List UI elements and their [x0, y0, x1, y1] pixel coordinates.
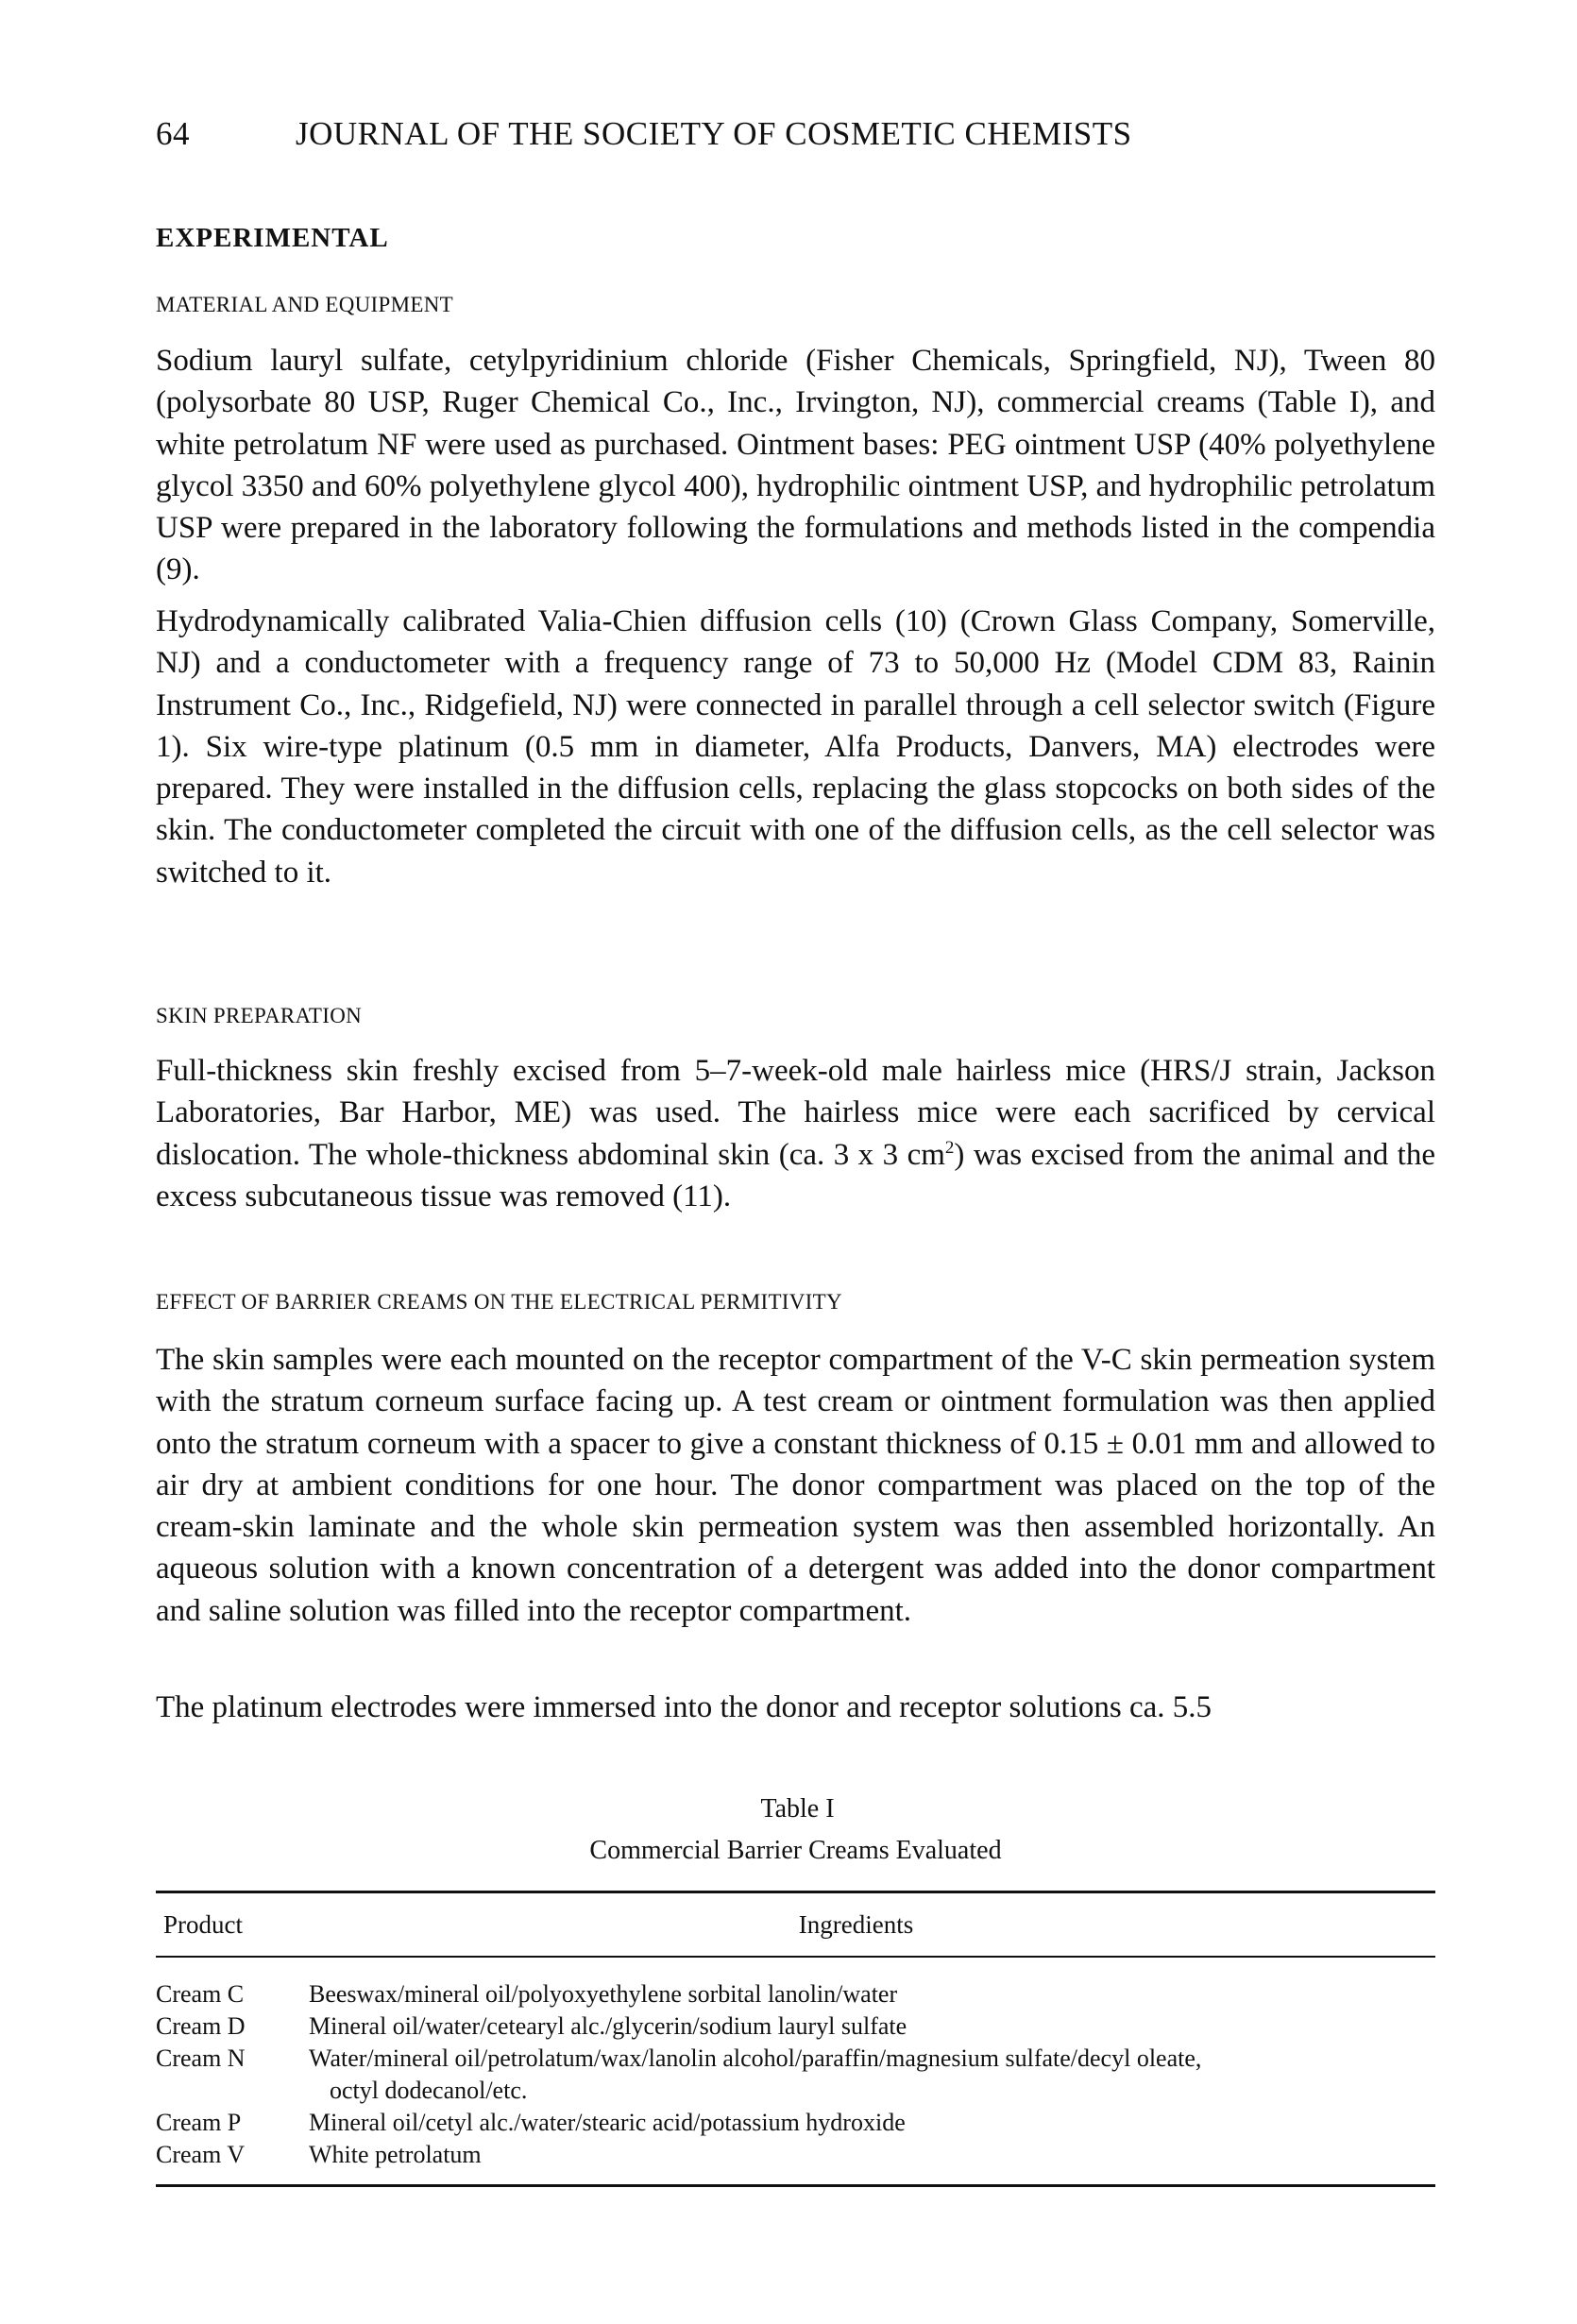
table-bottom-rule — [156, 2184, 1435, 2187]
header-product: Product — [163, 1909, 243, 1939]
paragraph-electrodes: The platinum electrodes were immersed into the donor and receptor solutions ca. 5.5 — [156, 1690, 1212, 1724]
table-row: Cream D Mineral oil/water/cetearyl alc./glycerin/sodium lauryl sulfate — [156, 2012, 907, 2040]
paragraph-equipment: Hydrodynamically calibrated Valia-Chien diffusion cells (10) (Crown Glass Company, Somerville, NJ) and a conductometer with a frequency range of 73 to 50,000 Hz (Model CDM 83, Rainin Instrument Co., Inc., Ridgefield, NJ) were connected in parallel through a cell selector switch (Figure 1). Six wire-type platinum (0.5 mm in diameter, Alfa Products, Danvers, MA) electrodes were prepared. They were installed in the diffusion cells, replacing the glass stopcocks on both sides of the skin. The conductometer completed the circuit with one of the diffusion cells, as the cell selector was switched to it. — [156, 604, 1435, 890]
table-label: Table I — [760, 1794, 835, 1824]
header-ingredients: Ingredients — [798, 1909, 914, 1939]
table-row: Cream C Beeswax/mineral oil/polyoxyethylene sorbital lanolin/water — [156, 1980, 898, 2008]
table-header-row — [156, 1893, 1435, 1956]
subsection-heading-barrier-effect: EFFECT OF BARRIER CREAMS ON THE ELECTRICAL PERMITIVITY — [156, 1290, 842, 1314]
table-caption: Commercial Barrier Creams Evaluated — [589, 1836, 1002, 1865]
page-number: 64 — [156, 115, 190, 152]
table-row: Cream P Mineral oil/cetyl alc./water/stearic acid/potassium hydroxide — [156, 2109, 906, 2136]
paragraph-barrier-method: The skin samples were each mounted on the receptor compartment of the V-C skin permeation system with the stratum corneum surface facing up. A test cream or ointment formulation was then applied onto the stratum corneum with a spacer to give a constant thickness of 0.15 ± 0.01 mm and allowed to air dry at ambient conditions for one hour. The donor compartment was placed on the top of the cream-skin laminate and the whole skin permeation system was then assembled horizontally. An aqueous solution with a known concentration of a detergent was added into the donor compartment and saline solution was filled into the receptor compartment. — [156, 1343, 1435, 1628]
paragraph-skin-prep: Full-thickness skin freshly excised from 5–7-week-old male hairless mice (HRS/J strain, Jackson Laboratories, Bar Harbor, ME) was used. The hairless mice were each sacrificed by cervical dislocation. The whole-thickness abdominal skin (ca. 3 x 3 $cm^2$) was excised from the animal and the excess subcutaneous tissue was removed (11). — [156, 1054, 1435, 1213]
journal-title: JOURNAL OF THE SOCIETY OF COSMETIC CHEMISTS — [296, 115, 1132, 152]
subsection-heading-skin-prep: SKIN PREPARATION — [156, 1004, 363, 1027]
table-row: Cream N Water/mineral oil/petrolatum/wax/lanolin alcohol/paraffin/magnesium sulfate/decyl oleate, octyl dodecanol/etc. — [156, 2044, 1202, 2104]
subsection-heading-materials: MATERIAL AND EQUIPMENT — [156, 293, 453, 316]
table-row: Cream V White petrolatum — [156, 2141, 482, 2168]
paragraph-materials: Sodium lauryl sulfate, cetylpyridinium chloride (Fisher Chemicals, Springfield, NJ), Tween 80 (polysorbate 80 USP, Ruger Chemical Co., Inc., Irvington, NJ), commercial creams (Table I), and white petrolatum NF were used as purchased. Ointment bases: PEG ointment USP (40% polyethylene glycol 3350 and 60% polyethylene glycol 400), hydrophilic ointment USP, and hydrophilic petrolatum USP were prepared in the laboratory following the formulations and methods listed in the compendia (9). — [156, 344, 1435, 587]
section-title: EXPERIMENTAL — [156, 223, 389, 253]
table-commercial-creams — [156, 1794, 1435, 2187]
